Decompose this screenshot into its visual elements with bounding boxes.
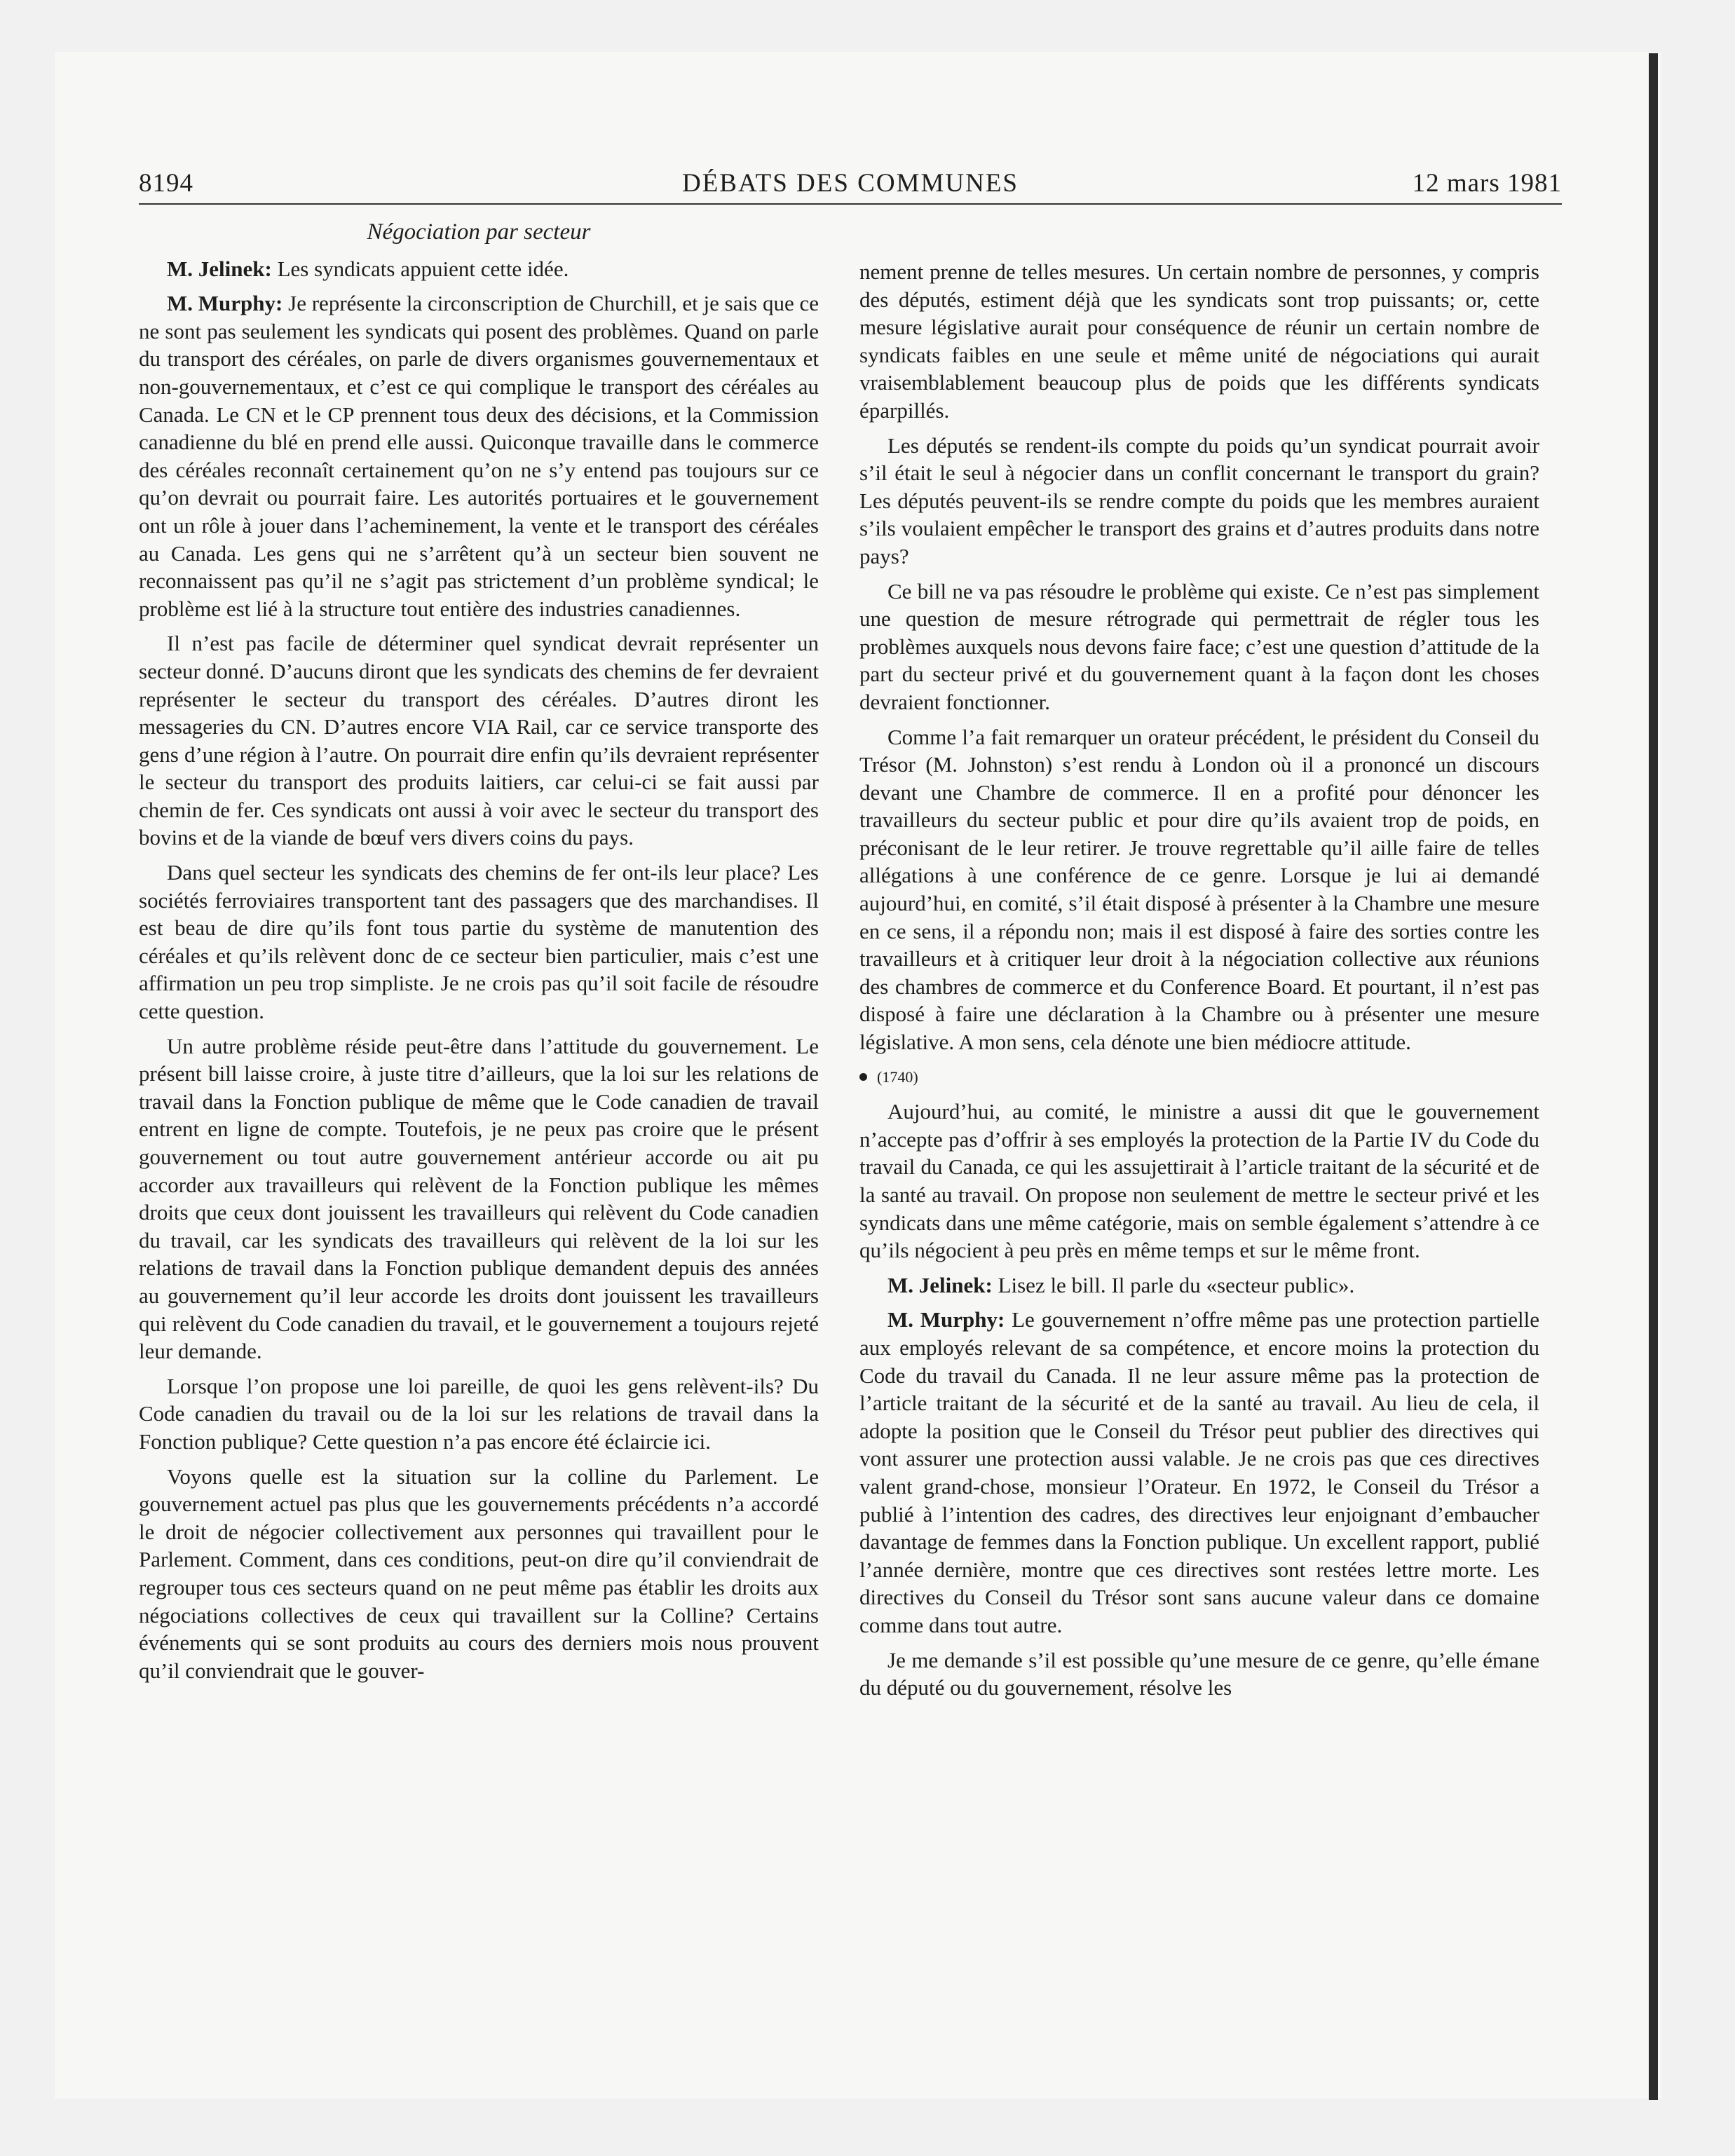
paragraph: Dans quel secteur les syndicats des chemins de fer ont-ils leur place? Les sociétés ferroviaires transportent tant des passagers que des marchandises. Il est beau de dire qu’ils font tous partie du système de manutention des céréales et qu’ils relèvent donc de ce secteur bien particulier, mais c’est une affirmation un peu trop simpliste. Je ne crois pas qu’il soit facile de résoudre cette question. <box>139 860 819 1024</box>
left-column <box>139 219 819 1691</box>
speech-text: Je représente la circonscription de Churchill, et je sais que ce ne sont pas seulement les syndicats qui posent des problèmes. Quand on parle du transport des céréales, on parle de divers organismes gouvernementaux et non-gouvernementaux, et c’est ce qui complique le transport des céréales au Canada. Le CN et le CP prennent tous deux des décisions, et la Commission canadienne du blé en prend elle aussi. Quiconque travaille dans le commerce des céréales reconnaît certainement qu’on ne s’y entend pas toujours sur ce qu’on devrait ou pourrait faire. Les autorités portuaires et le gouvernement ont un rôle à jouer dans l’acheminement, la vente et le transport des céréales au Canada. Les gens qui ne s’arrêtent qu’à un secteur bien souvent ne reconnaissent pas qu’il ne s’agit pas strictement d’un problème syndical; le problème est lié à la structure tout entière des industries canadiennes. <box>139 291 819 621</box>
paragraph: Il n’est pas facile de déterminer quel syndicat devrait représenter un secteur donné. D’aucuns diront que les syndicats des chemins de fer devraient représenter le secteur du transport des céréales. D’autres diront les messageries du CN. D’autres encore VIA Rail, car ce service transporte des gens d’une région à l’autre. On pourrait dire enfin qu’ils devraient représenter le secteur du transport des produits laitiers, car celui-ci se fait aussi par chemin de fer. Ces syndicats ont aussi à voir avec le secteur du transport des bovins et de la viande de bœuf vers divers coins du pays. <box>139 631 819 850</box>
paragraph: Lorsque l’on propose une loi pareille, de quoi les gens relèvent-ils? Du Code canadien du travail ou de la loi sur les relations de travail dans la Fonction publique? Cette question n’a pas encore été éclaircie ici. <box>139 1373 819 1454</box>
paragraph: Un autre problème réside peut-être dans l’attitude du gouvernement. Le présent bill laisse croire, à juste titre d’ailleurs, que la loi sur les relations de travail dans la Fonction publique de même que le Code canadien de travail entrent en ligne de compte. Toutefois, je ne peux pas croire que le présent gouvernement ou tout autre gouvernement antérieur accorde ou ait pu accorder aux travailleurs qui relèvent de la Fonction publique les mêmes droits que ceux dont jouissent les travailleurs qui relèvent du Code canadien du travail, car les syndicats des travailleurs qui relèvent de la loi sur les relations de travail dans la Fonction publique demandent depuis des années au gouvernement qu’il leur accorde les droits dont jouissent les travailleurs qui relèvent du Code canadien du travail, et le gouvernement a toujours rejeté leur demande. <box>139 1033 819 1364</box>
timestamp-marker <box>859 1063 1539 1091</box>
paragraph <box>139 255 819 283</box>
paragraph: Voyons quelle est la situation sur la colline du Parlement. Le gouvernement actuel pas plus que les gouvernements précédents n’a accordé le droit de négocier collectivement aux personnes qui travaillent pour le Parlement. Comment, dans ces conditions, peut-on dire qu’il conviendrait de regrouper tous ces secteurs quand on ne peut même pas établir les droits aux négociations collectives de ceux qui travaillent sur la Colline? Certains événements qui se sont produits au cours des derniers mois nous prouvent qu’il conviendrait que le gouver- <box>139 1464 819 1683</box>
paragraph: Comme l’a fait remarquer un orateur précédent, le président du Conseil du Trésor (M. Johnston) s’est rendu à London où il a prononcé un discours devant une Chambre de commerce. Il en a profité pour dénoncer les travailleurs du secteur public et pour dire qu’ils avaient trop de poids, en préconisant de le leur retirer. Je trouve regrettable qu’il aille faire de telles allégations à une conférence de ce genre. Lorsque je lui ai demandé aujourd’hui, en comité, s’il était disposé à présenter à la Chambre une mesure en ce sens, il a répondu non; mais il est disposé à faire des sorties contre les travailleurs et à critiquer leur droit à la négociation collective aux réunions des chambres de commerce et du Conference Board. Et pourtant, il n’est pas disposé à faire une déclaration à la Chambre ou à présenter une mesure législative. A mon sens, cela dénote une bien médiocre attitude. <box>859 724 1539 1055</box>
speech-text: Le gouvernement n’offre même pas une protection partielle aux employés relevant de sa compétence, et encore moins la protection du Code du travail du Canada. Il ne leur assure même pas la protection de l’article traitant de la sécurité et de la santé au travail. Au lieu de cela, il adopte la position que le Conseil du Trésor peut publier des directives qui vont assurer une protection aussi valable. Je ne crois pas que ces directives valent grand-chose, monsieur l’Orateur. En 1972, le Conseil du Trésor a publié à l’intention des cadres, des directives leur enjoignant d’embaucher davantage de femmes dans la Fonction publique. Un excellent rapport, publié l’année dernière, montre que ces directives sont restées lettre morte. Les directives du Conseil du Trésor sont sans aucune valeur dans ce domaine comme dans tout autre. <box>859 1307 1540 1637</box>
paragraph: Les députés se rendent-ils compte du poids qu’un syndicat pourrait avoir s’il était le seul à négocier dans un conflit concernant le transport du grain? Les députés peuvent-ils se rendre compte du poids que les membres auraient s’ils voulaient empêcher le transport des grains et d’autres produits dans notre pays? <box>859 432 1539 568</box>
paragraph: Ce bill ne va pas résoudre le problème qui existe. Ce n’est pas simplement une question de mesure rétrograde qui permettrait de régler tous les problèmes auxquels nous devons faire face; c’est une question d’attitude de la part du secteur privé et du gouvernement quant à la façon dont les choses devraient fonctionner. <box>859 578 1539 714</box>
speaker-name: M. Murphy: <box>887 1307 1005 1332</box>
speech-text: Lisez le bill. Il parle du «secteur public». <box>992 1272 1355 1297</box>
speaker-name: M. Jelinek: <box>167 256 272 281</box>
speaker-name: M. Murphy: <box>167 291 283 316</box>
paragraph <box>859 1306 1539 1639</box>
bullet-icon <box>859 1073 867 1081</box>
paragraph: nement prenne de telles mesures. Un certain nombre de personnes, y compris des députés, estiment déjà que les syndicats sont trop puissants; or, cette mesure législative aurait pour conséquence de réunir un certain nombre de syndicats faibles en une seule et même unité de négociations qui aurait vraisemblablement beaucoup plus de poids que les différents syndicats éparpillés. <box>859 259 1539 423</box>
paragraph: Je me demande s’il est possible qu’une mesure de ce genre, qu’elle émane du député ou du gouvernement, résolve les <box>859 1647 1539 1700</box>
paragraph <box>139 289 819 622</box>
scan-edge-bar <box>1649 53 1658 2100</box>
speaker-name: M. Jelinek: <box>887 1272 993 1297</box>
header-rule <box>139 203 1562 205</box>
publication-title: DÉBATS DES COMMUNES <box>681 169 1019 198</box>
paragraph <box>859 1271 1539 1299</box>
paragraph: Aujourd’hui, au comité, le ministre a aussi dit que le gouvernement n’accepte pas d’offrir à ses employés la protection de la Partie IV du Code du travail du Canada, ce qui les assujettirait à l’article traitant de la sécurité et de la santé au travail. On propose non seulement de mettre le secteur privé et les syndicats dans une même catégorie, mais on semble également s’attendre à ce qu’ils négocient à peu près en même temps et sur le même front. <box>859 1099 1539 1263</box>
timestamp-text: (1740) <box>877 1067 918 1086</box>
issue-date: 12 mars 1981 <box>1412 169 1562 198</box>
page-number: 8194 <box>139 169 193 198</box>
right-column <box>859 258 1539 1709</box>
speech-text: Les syndicats appuient cette idée. <box>271 256 569 281</box>
section-subheading: Négociation par secteur <box>367 219 591 245</box>
